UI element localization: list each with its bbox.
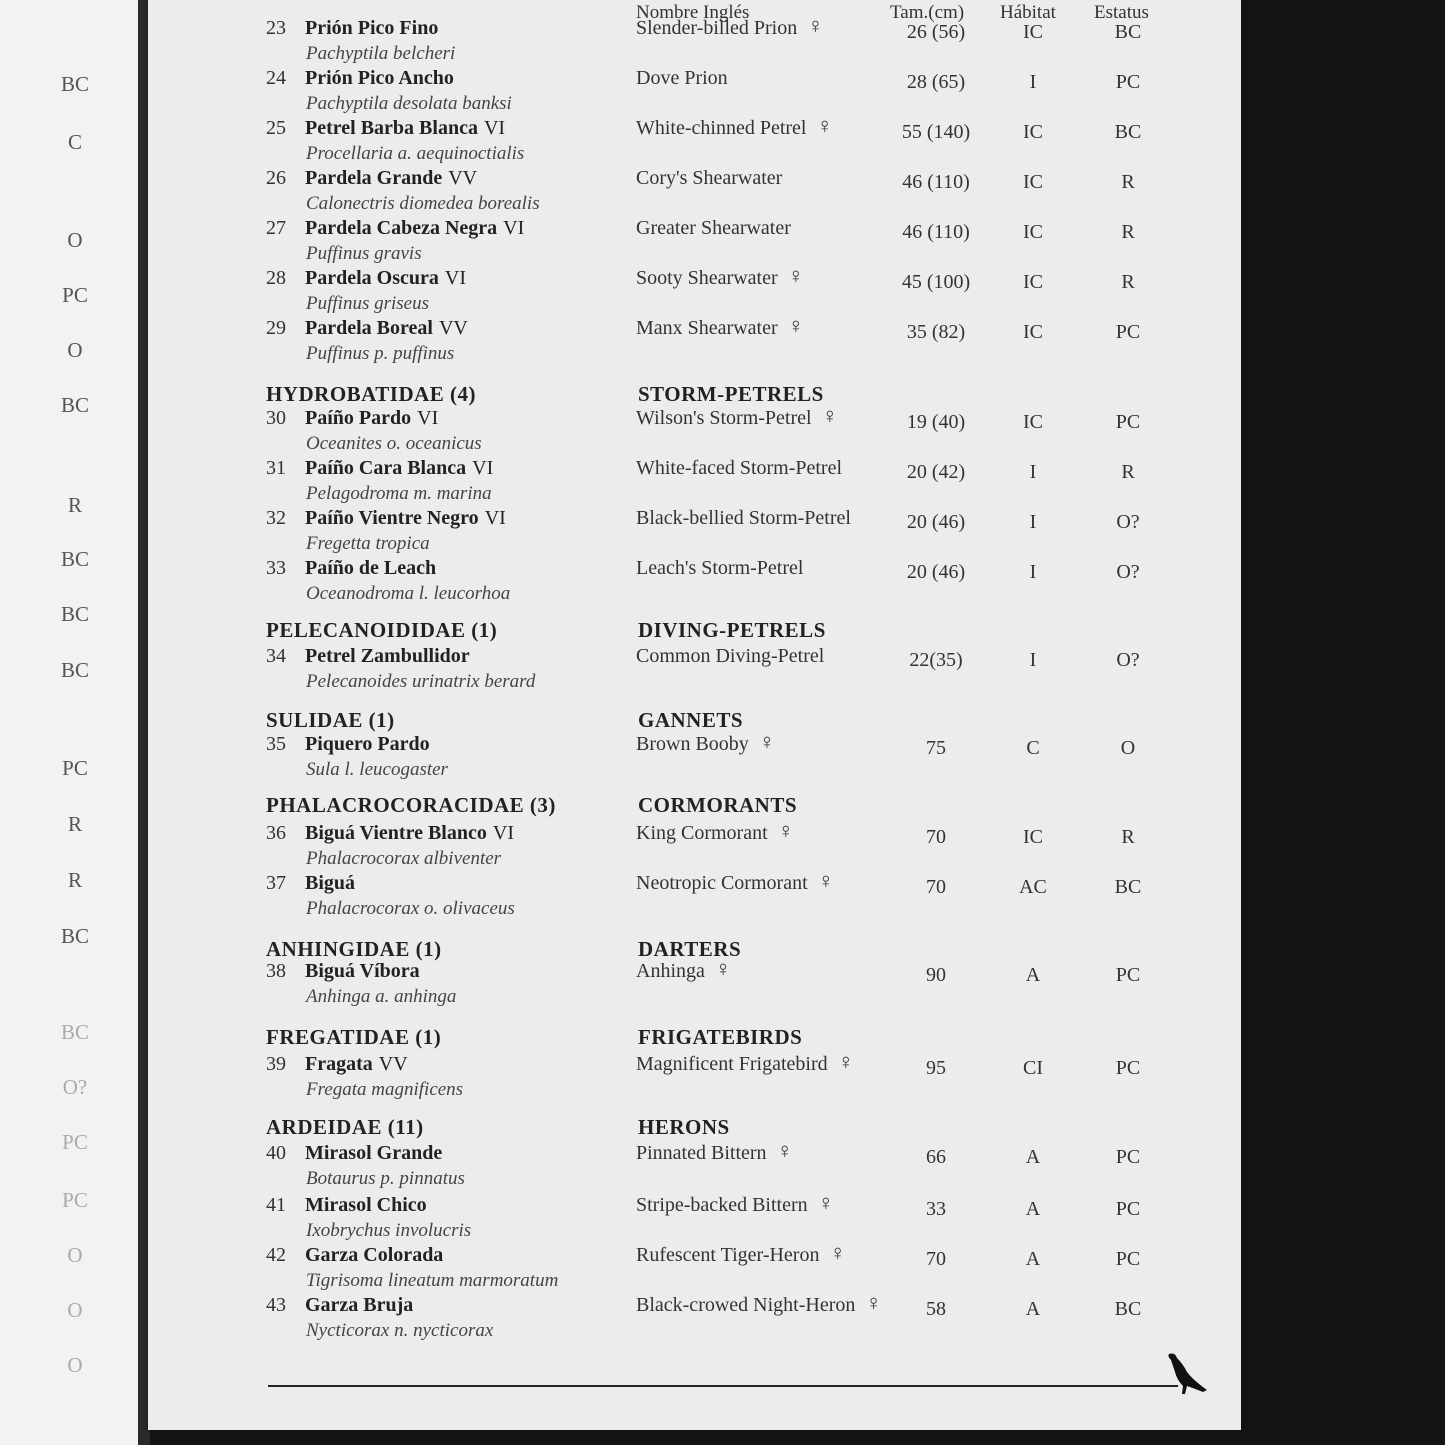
scientific-name: Oceanites o. oceanicus xyxy=(306,433,482,454)
status-code: PC xyxy=(1115,411,1141,433)
column-header-size: Tam.(cm) xyxy=(890,2,965,23)
scientific-name: Fregetta tropica xyxy=(306,533,430,554)
species-number: 26 xyxy=(266,167,286,189)
spanish-name: Garza Colorada xyxy=(305,1244,444,1266)
habitat-code: IC xyxy=(1023,826,1043,848)
occurrence-code: VI xyxy=(417,407,439,429)
species-number: 28 xyxy=(266,267,286,289)
habitat-code: I xyxy=(1029,71,1037,93)
status-code: PC xyxy=(1115,964,1141,986)
english-name: Magnificent Frigatebird xyxy=(636,1053,828,1075)
status-code: R xyxy=(1121,826,1135,848)
margin-status-code: O xyxy=(67,1243,83,1267)
family-header-english: GANNETS xyxy=(638,708,744,732)
scientific-name: Puffinus gravis xyxy=(306,243,422,264)
english-name: Dove Prion xyxy=(636,67,728,89)
status-code: O? xyxy=(1116,511,1140,533)
status-code: R xyxy=(1121,461,1135,483)
scientific-name: Oceanodroma l. leucorhoa xyxy=(306,583,511,604)
english-name: Common Diving-Petrel xyxy=(636,645,825,667)
spanish-name: Pardela Cabeza Negra VI xyxy=(305,217,525,239)
occurrence-code: VV xyxy=(448,167,478,189)
spanish-name: Pardela Oscura VI xyxy=(305,267,466,289)
spanish-name: Biguá Víbora xyxy=(305,960,420,982)
margin-status-code: BC xyxy=(60,1020,89,1044)
scientific-name: Phalacrocorax albiventer xyxy=(306,848,502,869)
female-symbol-icon: ♀ xyxy=(714,956,732,981)
margin-status-code: BC xyxy=(60,924,89,948)
occurrence-code: VI xyxy=(503,217,525,239)
column-header-english: Nombre Inglés xyxy=(636,2,750,23)
margin-status-code: PC xyxy=(62,1130,88,1154)
spanish-name: Fragata VV xyxy=(305,1053,408,1075)
species-row xyxy=(148,1190,1241,1244)
species-number: 39 xyxy=(266,1053,286,1075)
female-symbol-icon: ♀ xyxy=(829,1240,846,1265)
margin-status-code: PC xyxy=(62,756,88,780)
habitat-code: IC xyxy=(1023,21,1043,43)
species-number: 32 xyxy=(266,507,286,529)
english-name: Neotropic Cormorant xyxy=(636,872,808,894)
female-symbol-icon: ♀ xyxy=(758,729,776,754)
margin-status-code: O xyxy=(67,228,83,252)
spanish-name: Petrel Zambullidor xyxy=(305,645,470,667)
species-row xyxy=(148,217,1241,267)
habitat-code: I xyxy=(1029,461,1037,483)
species-number: 27 xyxy=(266,217,286,239)
scientific-name: Fregata magnificens xyxy=(306,1079,464,1100)
occurrence-code: VI xyxy=(472,457,494,479)
status-code: BC xyxy=(1114,1298,1142,1320)
species-row xyxy=(148,1049,1241,1103)
size-value: 35 (82) xyxy=(906,321,966,343)
occurrence-code: VI xyxy=(483,117,506,139)
species-number: 25 xyxy=(266,117,286,139)
margin-status-code: BC xyxy=(60,393,89,417)
family-header-latin: PHALACROCORACIDAE (3) xyxy=(266,793,556,817)
family-header-latin: HYDROBATIDAE (4) xyxy=(266,382,477,406)
habitat-code: A xyxy=(1025,1146,1041,1168)
size-value: 90 xyxy=(926,964,946,986)
spanish-name: Pardela Grande VV xyxy=(305,167,478,189)
species-row xyxy=(148,956,1241,1010)
species-number: 33 xyxy=(266,557,286,579)
status-code: R xyxy=(1121,271,1135,293)
habitat-code: C xyxy=(1026,737,1040,759)
female-symbol-icon: ♀ xyxy=(807,13,824,38)
scientific-name: Puffinus griseus xyxy=(306,293,429,314)
female-symbol-icon: ♀ xyxy=(837,1049,855,1074)
english-name: Greater Shearwater xyxy=(636,217,791,239)
occurrence-code: VV xyxy=(378,1053,408,1075)
family-header-latin: SULIDAE (1) xyxy=(266,708,395,732)
bird-silhouette-icon xyxy=(1163,1350,1213,1398)
margin-status-code: O xyxy=(67,338,83,362)
family-header-latin: PELECANOIDIDAE (1) xyxy=(266,618,498,642)
previous-page-edge xyxy=(0,0,138,1445)
margin-status-code: O xyxy=(67,1298,83,1322)
spanish-name: Mirasol Grande xyxy=(305,1142,443,1164)
species-row xyxy=(148,557,1241,607)
species-number: 35 xyxy=(266,733,286,755)
status-code: O? xyxy=(1116,561,1140,583)
family-header-english: HERONS xyxy=(638,1115,730,1139)
habitat-code: A xyxy=(1025,1248,1041,1270)
scientific-name: Ixobrychus involucris xyxy=(306,1220,472,1241)
english-name: Sooty Shearwater xyxy=(636,267,778,289)
english-name: King Cormorant xyxy=(636,822,768,844)
status-code: BC xyxy=(1114,876,1142,898)
spanish-name: Biguá Vientre Blanco VI xyxy=(305,822,514,844)
occurrence-code: VI xyxy=(492,822,514,844)
species-number: 23 xyxy=(266,17,286,39)
species-row xyxy=(148,645,1241,695)
scientific-name: Botaurus p. pinnatus xyxy=(306,1168,465,1189)
spanish-name: Paíño Cara Blanca VI xyxy=(305,457,494,479)
status-code: BC xyxy=(1114,121,1142,143)
size-value: 26 (56) xyxy=(906,21,966,43)
family-header-english: STORM-PETRELS xyxy=(638,382,824,406)
occurrence-code: VV xyxy=(438,317,468,339)
margin-status-code: R xyxy=(67,493,82,517)
species-number: 30 xyxy=(266,407,286,429)
size-value: 20 (46) xyxy=(906,561,966,583)
family-header-english: CORMORANTS xyxy=(638,793,798,817)
species-number: 31 xyxy=(266,457,286,479)
margin-status-code: BC xyxy=(60,602,89,626)
margin-status-code: O xyxy=(67,1353,83,1377)
habitat-code: IC xyxy=(1023,121,1043,143)
family-header-latin: FREGATIDAE (1) xyxy=(266,1025,442,1049)
species-row xyxy=(148,507,1241,557)
spanish-name: Petrel Barba Blanca VI xyxy=(305,117,506,139)
margin-status-code: O? xyxy=(62,1075,88,1099)
spanish-name: Paíño de Leach xyxy=(305,557,437,579)
species-number: 43 xyxy=(266,1294,286,1316)
english-name: Pinnated Bittern xyxy=(636,1142,767,1164)
habitat-code: I xyxy=(1029,649,1037,671)
scientific-name: Sula l. leucogaster xyxy=(306,759,448,780)
status-code: PC xyxy=(1115,1146,1141,1168)
size-value: 58 xyxy=(926,1298,946,1320)
scientific-name: Tigrisoma lineatum marmoratum xyxy=(306,1270,559,1291)
english-name: Slender-billed Prion xyxy=(636,17,798,39)
scientific-name: Pachyptila desolata banksi xyxy=(306,93,512,114)
scientific-name: Calonectris diomedea borealis xyxy=(306,193,540,214)
size-value: 28 (65) xyxy=(906,71,966,93)
female-symbol-icon: ♀ xyxy=(816,113,833,138)
family-header-latin: ARDEIDAE (11) xyxy=(266,1115,424,1139)
species-row xyxy=(148,167,1241,217)
status-code: PC xyxy=(1115,321,1141,343)
habitat-code: IC xyxy=(1023,411,1043,433)
status-code: PC xyxy=(1115,1248,1141,1270)
family-header-english: DARTERS xyxy=(638,937,742,961)
size-value: 19 (40) xyxy=(906,411,966,433)
margin-status-code: BC xyxy=(60,547,89,571)
english-name: Brown Booby xyxy=(636,733,749,755)
english-name: Wilson's Storm-Petrel xyxy=(636,407,812,429)
spanish-name: Piquero Pardo xyxy=(305,733,430,755)
size-value: 75 xyxy=(926,737,946,759)
scientific-name: Phalacrocorax o. olivaceus xyxy=(306,898,515,919)
habitat-code: CI xyxy=(1023,1057,1043,1079)
female-symbol-icon: ♀ xyxy=(821,403,839,428)
species-row xyxy=(148,1290,1241,1344)
habitat-code: I xyxy=(1029,561,1037,583)
footer-rule xyxy=(268,1385,1178,1387)
spanish-name: Paíño Vientre Negro VI xyxy=(305,507,506,529)
species-row xyxy=(148,1240,1241,1294)
species-number: 41 xyxy=(266,1194,286,1216)
status-code: O xyxy=(1120,737,1136,759)
habitat-code: IC xyxy=(1023,271,1043,293)
species-number: 34 xyxy=(266,645,286,667)
status-code: O? xyxy=(1116,649,1140,671)
spanish-name: Prión Pico Ancho xyxy=(305,67,454,89)
size-value: 20 (42) xyxy=(906,461,966,483)
species-number: 37 xyxy=(266,872,286,894)
species-row xyxy=(148,868,1241,922)
habitat-code: IC xyxy=(1023,221,1043,243)
scientific-name: Anhinga a. anhinga xyxy=(306,986,457,1007)
english-name: Manx Shearwater xyxy=(636,317,778,339)
species-row xyxy=(148,457,1241,507)
female-symbol-icon: ♀ xyxy=(776,1138,794,1163)
female-symbol-icon: ♀ xyxy=(777,818,795,843)
female-symbol-icon: ♀ xyxy=(865,1290,882,1315)
habitat-code: AC xyxy=(1019,876,1047,898)
status-code: PC xyxy=(1115,71,1141,93)
english-name: White-chinned Petrel xyxy=(636,117,807,139)
spanish-name: Paíño Pardo VI xyxy=(305,407,439,429)
habitat-code: A xyxy=(1025,964,1041,986)
size-value: 70 xyxy=(926,876,946,898)
species-row xyxy=(148,1138,1241,1192)
spanish-name: Garza Bruja xyxy=(305,1294,414,1316)
size-value: 46 (110) xyxy=(902,221,970,243)
status-code: PC xyxy=(1115,1057,1141,1079)
english-name: Cory's Shearwater xyxy=(636,167,783,189)
spanish-name: Biguá xyxy=(305,872,356,894)
species-number: 24 xyxy=(266,67,286,89)
species-number: 42 xyxy=(266,1244,286,1266)
species-row xyxy=(148,113,1241,167)
habitat-code: A xyxy=(1025,1298,1041,1320)
scientific-name: Pelagodroma m. marina xyxy=(306,483,492,504)
scientific-name: Procellaria a. aequinoctialis xyxy=(306,143,525,164)
species-row xyxy=(148,263,1241,317)
english-name: Rufescent Tiger-Heron xyxy=(636,1244,820,1266)
size-value: 70 xyxy=(926,826,946,848)
margin-status-code: R xyxy=(67,868,82,892)
english-name: Stripe-backed Bittern xyxy=(636,1194,808,1216)
size-value: 70 xyxy=(926,1248,946,1270)
margin-status-code: BC xyxy=(60,72,89,96)
species-row xyxy=(148,818,1241,872)
scientific-name: Pelecanoides urinatrix berard xyxy=(306,671,536,692)
species-row xyxy=(148,403,1241,457)
scientific-name: Nycticorax n. nycticorax xyxy=(306,1320,494,1341)
habitat-code: IC xyxy=(1023,171,1043,193)
margin-status-code: PC xyxy=(62,283,88,307)
species-row xyxy=(148,13,1241,67)
size-value: 95 xyxy=(926,1057,946,1079)
book-page xyxy=(148,0,1241,1430)
species-number: 36 xyxy=(266,822,286,844)
scientific-name: Puffinus p. puffinus xyxy=(306,343,455,364)
english-name: Black-bellied Storm-Petrel xyxy=(636,507,851,529)
female-symbol-icon: ♀ xyxy=(787,313,805,338)
size-value: 45 (100) xyxy=(901,271,971,293)
occurrence-code: VI xyxy=(484,507,506,529)
family-header-english: DIVING-PETRELS xyxy=(638,618,826,642)
margin-status-code: R xyxy=(67,812,82,836)
column-header-status: Estatus xyxy=(1094,2,1149,23)
species-row xyxy=(148,313,1241,367)
female-symbol-icon: ♀ xyxy=(787,263,805,288)
status-code: BC xyxy=(1114,21,1142,43)
status-code: R xyxy=(1121,171,1135,193)
female-symbol-icon: ♀ xyxy=(817,1190,835,1215)
habitat-code: I xyxy=(1029,511,1037,533)
female-symbol-icon: ♀ xyxy=(817,868,835,893)
margin-status-code: PC xyxy=(62,1188,88,1212)
family-header-latin: ANHINGIDAE (1) xyxy=(266,937,442,961)
scientific-name: Pachyptila belcheri xyxy=(306,43,456,64)
column-header-habitat: Hábitat xyxy=(1000,2,1056,23)
margin-status-code: C xyxy=(67,130,82,154)
habitat-code: A xyxy=(1025,1198,1041,1220)
spanish-name: Mirasol Chico xyxy=(305,1194,427,1216)
family-header-english: FRIGATEBIRDS xyxy=(638,1025,803,1049)
size-value: 20 (46) xyxy=(906,511,966,533)
size-value: 33 xyxy=(926,1198,946,1220)
status-code: PC xyxy=(1115,1198,1141,1220)
english-name: Anhinga xyxy=(636,960,705,982)
status-code: R xyxy=(1121,221,1135,243)
size-value: 66 xyxy=(926,1146,946,1168)
margin-status-code: BC xyxy=(60,658,89,682)
english-name: White-faced Storm-Petrel xyxy=(636,457,843,479)
species-number: 29 xyxy=(266,317,286,339)
size-value: 46 (110) xyxy=(902,171,970,193)
english-name: Black-crowed Night-Heron xyxy=(636,1294,856,1316)
size-value: 55 (140) xyxy=(901,121,971,143)
english-name: Leach's Storm-Petrel xyxy=(636,557,804,579)
size-value: 22(35) xyxy=(909,649,963,671)
species-row xyxy=(148,67,1241,117)
species-number: 40 xyxy=(266,1142,286,1164)
spanish-name: Pardela Boreal VV xyxy=(305,317,468,339)
occurrence-code: VI xyxy=(444,267,466,289)
spanish-name: Prión Pico Fino xyxy=(305,17,439,39)
habitat-code: IC xyxy=(1023,321,1043,343)
species-number: 38 xyxy=(266,960,286,982)
species-row xyxy=(148,729,1241,783)
